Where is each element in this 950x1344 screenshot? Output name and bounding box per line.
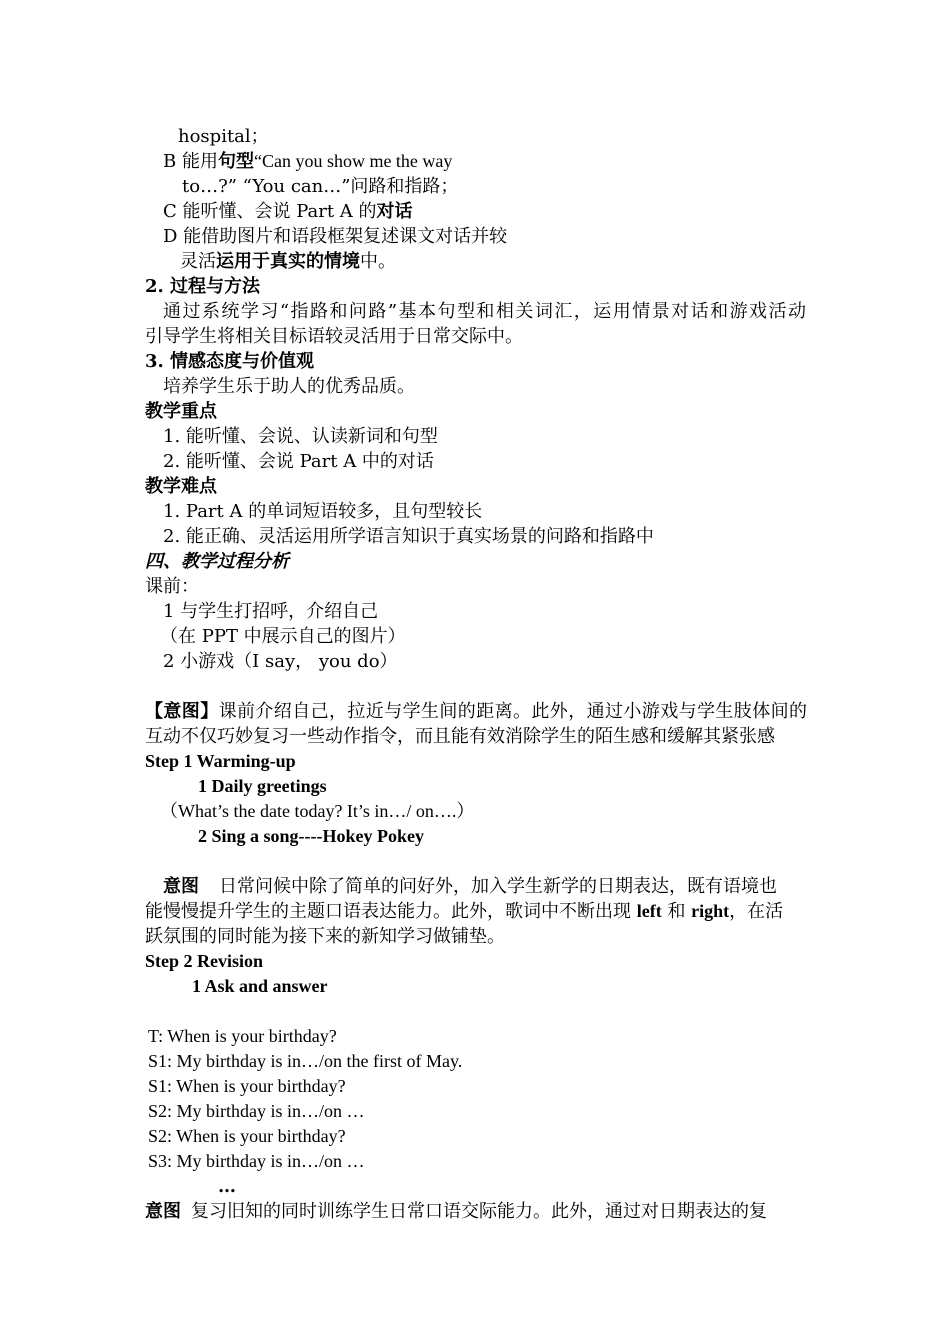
process-method-text-line2: 引导学生将相关目标语较灵活用于日常交际中。 <box>145 326 523 347</box>
intent1-line1: 【意图】课前介绍自己，拉近与学生间的距离。此外，通过小游戏与学生肢体间的 <box>145 701 808 722</box>
step1-item: 2 Sing a song----Hokey Pokey <box>198 826 425 846</box>
intent2-line2: 能慢慢提升学生的主题口语表达能力。此外，歌词中不断出现 left 和 right，在活 <box>145 901 784 922</box>
dialogue-line: T: When is your birthday? <box>148 1026 337 1046</box>
attitude-text: 培养学生乐于助人的优秀品质。 <box>163 376 415 397</box>
key-point-item: 1. 能听懂、会说、认读新词和句型 <box>163 426 438 447</box>
dialogue-line: S2: When is your birthday? <box>148 1126 346 1146</box>
intent3-label: 意图 <box>145 1201 181 1222</box>
objective-d: D 能借助图片和语段框架复述课文对话并较 <box>163 226 508 247</box>
difficulties-heading: 教学难点 <box>145 476 217 497</box>
intent1-line2: 互动不仅巧妙复习一些动作指令，而且能有效消除学生的陌生感和缓解其紧张感 <box>145 726 775 747</box>
intent1-label: 【意图】 <box>145 701 219 722</box>
objective-a-tail: hospital； <box>178 126 269 147</box>
key-points-heading: 教学重点 <box>145 401 217 422</box>
difficulty-item: 1. Part A 的单词短语较多，且句型较长 <box>163 501 483 522</box>
step1-item: 1 Daily greetings <box>198 776 327 796</box>
step1-item-note: （What’s the date today? It’s in…/ on….） <box>160 801 475 821</box>
process-method-text-line1: 通过系统学习“指路和问路”基本句型和相关词汇，运用情景对话和游戏活动 <box>163 301 806 322</box>
intent2-line1: 意图 日常问候中除了简单的问好外，加入学生新学的日期表达，既有语境也 <box>163 876 777 897</box>
process-method-heading: 2. 过程与方法 <box>145 276 261 297</box>
step1-heading: Step 1 Warming-up <box>145 751 296 771</box>
dialogue-line: S1: My birthday is in…/on the first of May. <box>148 1051 463 1071</box>
step2-item: 1 Ask and answer <box>192 976 328 996</box>
dialogue-ellipsis: … <box>218 1176 236 1197</box>
before-class-item: 2 小游戏（I say， you do） <box>163 651 398 672</box>
step2-heading: Step 2 Revision <box>145 951 264 971</box>
dialogue-line: S1: When is your birthday? <box>148 1076 346 1096</box>
before-class-label: 课前： <box>145 576 199 597</box>
difficulty-item: 2. 能正确、灵活运用所学语言知识于真实场景的问路和指路中 <box>163 526 654 547</box>
objective-b-continued: to…?” “You can…”问路和指路； <box>182 176 459 197</box>
objective-c: C 能听懂、会说 Part A 的对话 <box>163 201 413 222</box>
objective-b: B 能用句型“Can you show me the way <box>163 151 453 172</box>
intent2-label: 意图 <box>163 876 199 897</box>
key-point-item: 2. 能听懂、会说 Part A 中的对话 <box>163 451 434 472</box>
before-class-item: 1 与学生打招呼，介绍自己 <box>163 601 379 622</box>
intent3-line: 意图 复习旧知的同时训练学生日常口语交际能力。此外，通过对日期表达的复 <box>145 1201 767 1222</box>
intent2-line3: 跃氛围的同时能为接下来的新知学习做铺垫。 <box>145 926 505 947</box>
attitude-heading: 3. 情感态度与价值观 <box>145 351 315 372</box>
before-class-note: （在 PPT 中展示自己的图片） <box>160 626 406 647</box>
objective-d-continued: 灵活运用于真实的情境中。 <box>180 251 396 272</box>
analysis-heading: 四、教学过程分析 <box>145 551 289 572</box>
dialogue-line: S2: My birthday is in…/on … <box>148 1101 365 1121</box>
dialogue-line: S3: My birthday is in…/on … <box>148 1151 365 1171</box>
